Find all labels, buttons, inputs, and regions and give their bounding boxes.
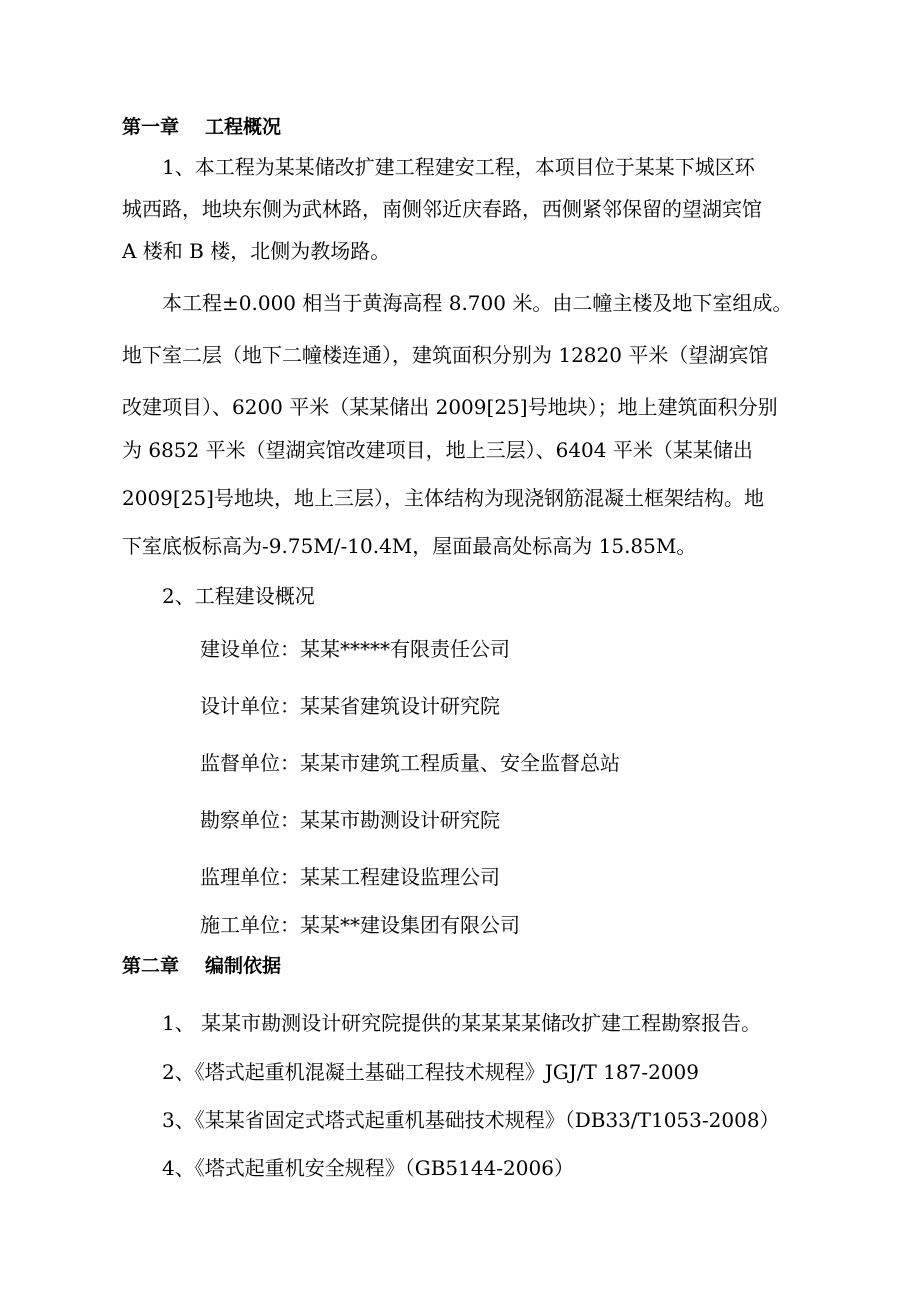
paragraph-2-line-5: 2009[25]号地块，地上三层），主体结构为现浇钢筋混凝土框架结构。地 (122, 486, 764, 510)
chapter-1-title: 工程概况 (205, 116, 282, 138)
reference-item-1: 1、 某某市勘测设计研究院提供的某某某某储改扩建工程勘察报告。 (162, 1011, 762, 1035)
paragraph-1-line-2: 城西路，地块东侧为武林路，南侧邻近庆春路，西侧紧邻保留的望湖宾馆 (122, 197, 762, 221)
section-2-title: 2、工程建设概况 (162, 584, 315, 608)
paragraph-2-line-3: 改建项目）、6200 平米（某某储出 2009[25]号地块）；地上建筑面积分别 (122, 395, 778, 419)
reference-item-4: 4、《塔式起重机安全规程》（GB5144-2006） (162, 1156, 574, 1180)
paragraph-2-line-4: 为 6852 平米（望湖宾馆改建项目，地上三层）、6404 平米（某某储出 (122, 438, 753, 462)
paragraph-1-line-1: 1、本工程为某某储改扩建工程建安工程，本项目位于某某下城区环 (162, 155, 755, 179)
chapter-2-heading (122, 952, 281, 980)
paragraph-2-line-6: 下室底板标高为-9.75M/-10.4M，屋面最高处标高为 15.85M。 (122, 534, 697, 558)
chapter-1-heading (122, 113, 281, 141)
chapter-2-number: 第二章 (122, 955, 180, 977)
contractor-unit: 施工单位：某某**建设集团有限公司 (200, 913, 520, 937)
paragraph-1-line-3: A 楼和 B 楼，北侧为教场路。 (122, 239, 391, 263)
construction-unit: 建设单位：某某*****有限责任公司 (200, 637, 510, 661)
inspection-unit: 监理单位：某某工程建设监理公司 (200, 865, 500, 889)
chapter-2-title: 编制依据 (205, 955, 282, 977)
paragraph-2-line-1: 本工程±0.000 相当于黄海高程 8.700 米。由二幢主楼及地下室组成。 (162, 291, 793, 315)
reference-item-2: 2、《塔式起重机混凝土基础工程技术规程》JGJ/T 187-2009 (162, 1060, 700, 1084)
design-unit: 设计单位：某某省建筑设计研究院 (200, 694, 500, 718)
reference-item-3: 3、《某某省固定式塔式起重机基础技术规程》（DB33/T1053-2008） (162, 1108, 780, 1132)
supervision-unit: 监督单位：某某市建筑工程质量、安全监督总站 (200, 751, 620, 775)
survey-unit: 勘察单位：某某市勘测设计研究院 (200, 808, 500, 832)
paragraph-2-line-2: 地下室二层（地下二幢楼连通），建筑面积分别为 12820 平米（望湖宾馆 (122, 343, 769, 367)
chapter-1-number: 第一章 (122, 116, 180, 138)
